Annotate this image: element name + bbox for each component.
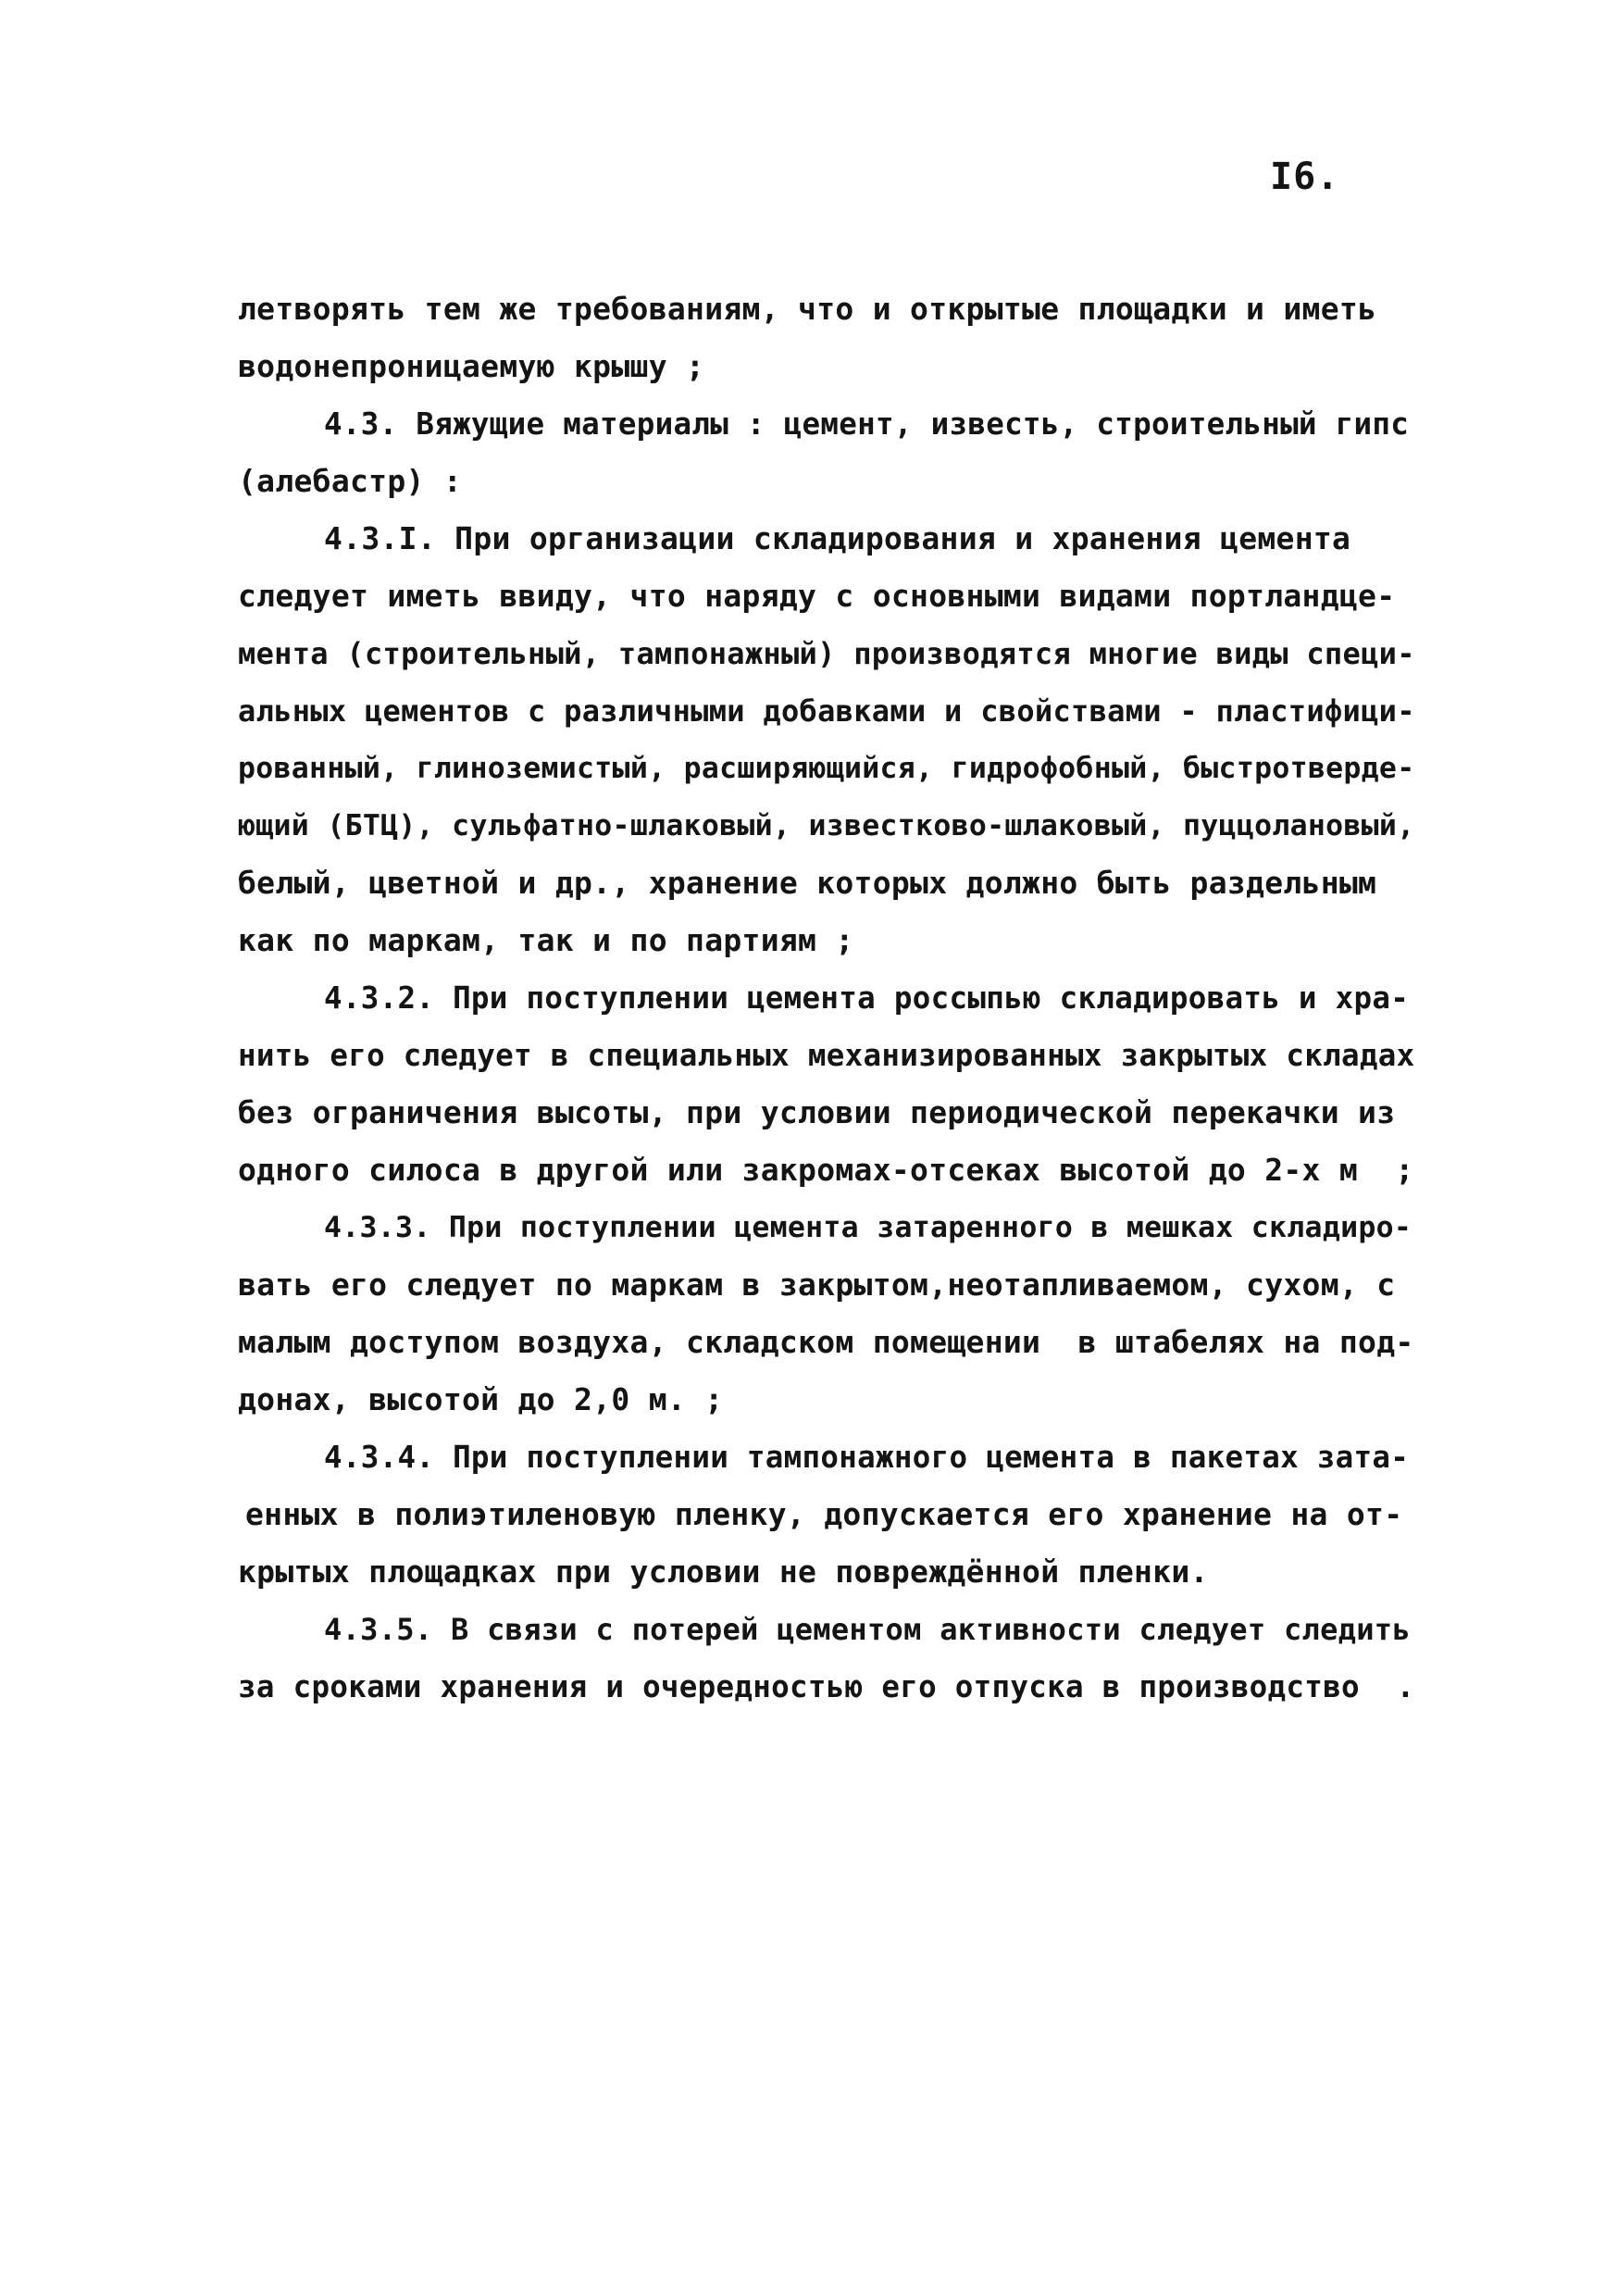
text-line: одного силоса в другой или закромах-отсеках высотой до 2-х м ; [238,1152,1414,1188]
text-line: белый, цветной и др., хранение которых должно быть раздельным [238,865,1377,901]
text-line: летворять тем же требованиям, что и открытые площадки и иметь [238,291,1377,327]
text-line: альных цементов с различными добавками и свойствами - пластифици- [238,693,1415,729]
paragraph-start: 4.3.I. При организации складирования и хранения цемента [324,520,1351,556]
text-line: енных в полиэтиленовую пленку, допускается его хранение на от- [245,1496,1403,1532]
text-line: (алебастр) : [238,463,463,499]
text-line: нить его следует в специальных механизированных закрытых складах [238,1038,1415,1073]
page-number: I6. [1270,156,1340,198]
text-line: малым доступом воздуха, складском помещении в штабелях на под- [238,1324,1414,1360]
text-line: следует иметь ввиду, что наряду с основными видами портландце- [238,578,1396,614]
text-line: вать его следует по маркам в закрытом,неотапливаемом, сухом, с [238,1267,1396,1303]
text-line: без ограничения высоты, при условии периодической перекачки из [238,1094,1396,1130]
text-line: ющий (БТЦ), сульфатно-шлаковый, известково-шлаковый, пуццолановый, [238,809,1415,842]
text-line: водонепроницаемую крышу ; [238,348,705,384]
text-line: рованный, глиноземистый, расширяющийся, гидрофобный, быстротверде- [238,752,1415,785]
paragraph-start: 4.3.3. При поступлении цемента затаренного в мешках складиро- [324,1211,1413,1244]
section-heading: 4.3. Вяжущие материалы : цемент, известь, строительный гипс [324,406,1410,442]
text-line: мента (строительный, тампонажный) производятся многие виды специ- [238,636,1415,671]
paragraph-start: 4.3.5. В связи с потерей цементом активности следует следить [324,1612,1411,1647]
text-line: как по маркам, так и по партиям ; [238,922,854,958]
paragraph-start: 4.3.4. При поступлении тампонажного цемента в пакетах зата- [324,1440,1410,1475]
text-line: крытых площадках при условии не повреждённой пленки. [238,1554,1209,1590]
text-line: за сроками хранения и очередностью его отпуска в производство . [238,1669,1415,1704]
text-line: донах, высотой до 2,0 м. ; [238,1381,724,1417]
paragraph-start: 4.3.2. При поступлении цемента россыпью складировать и хра- [324,980,1410,1016]
